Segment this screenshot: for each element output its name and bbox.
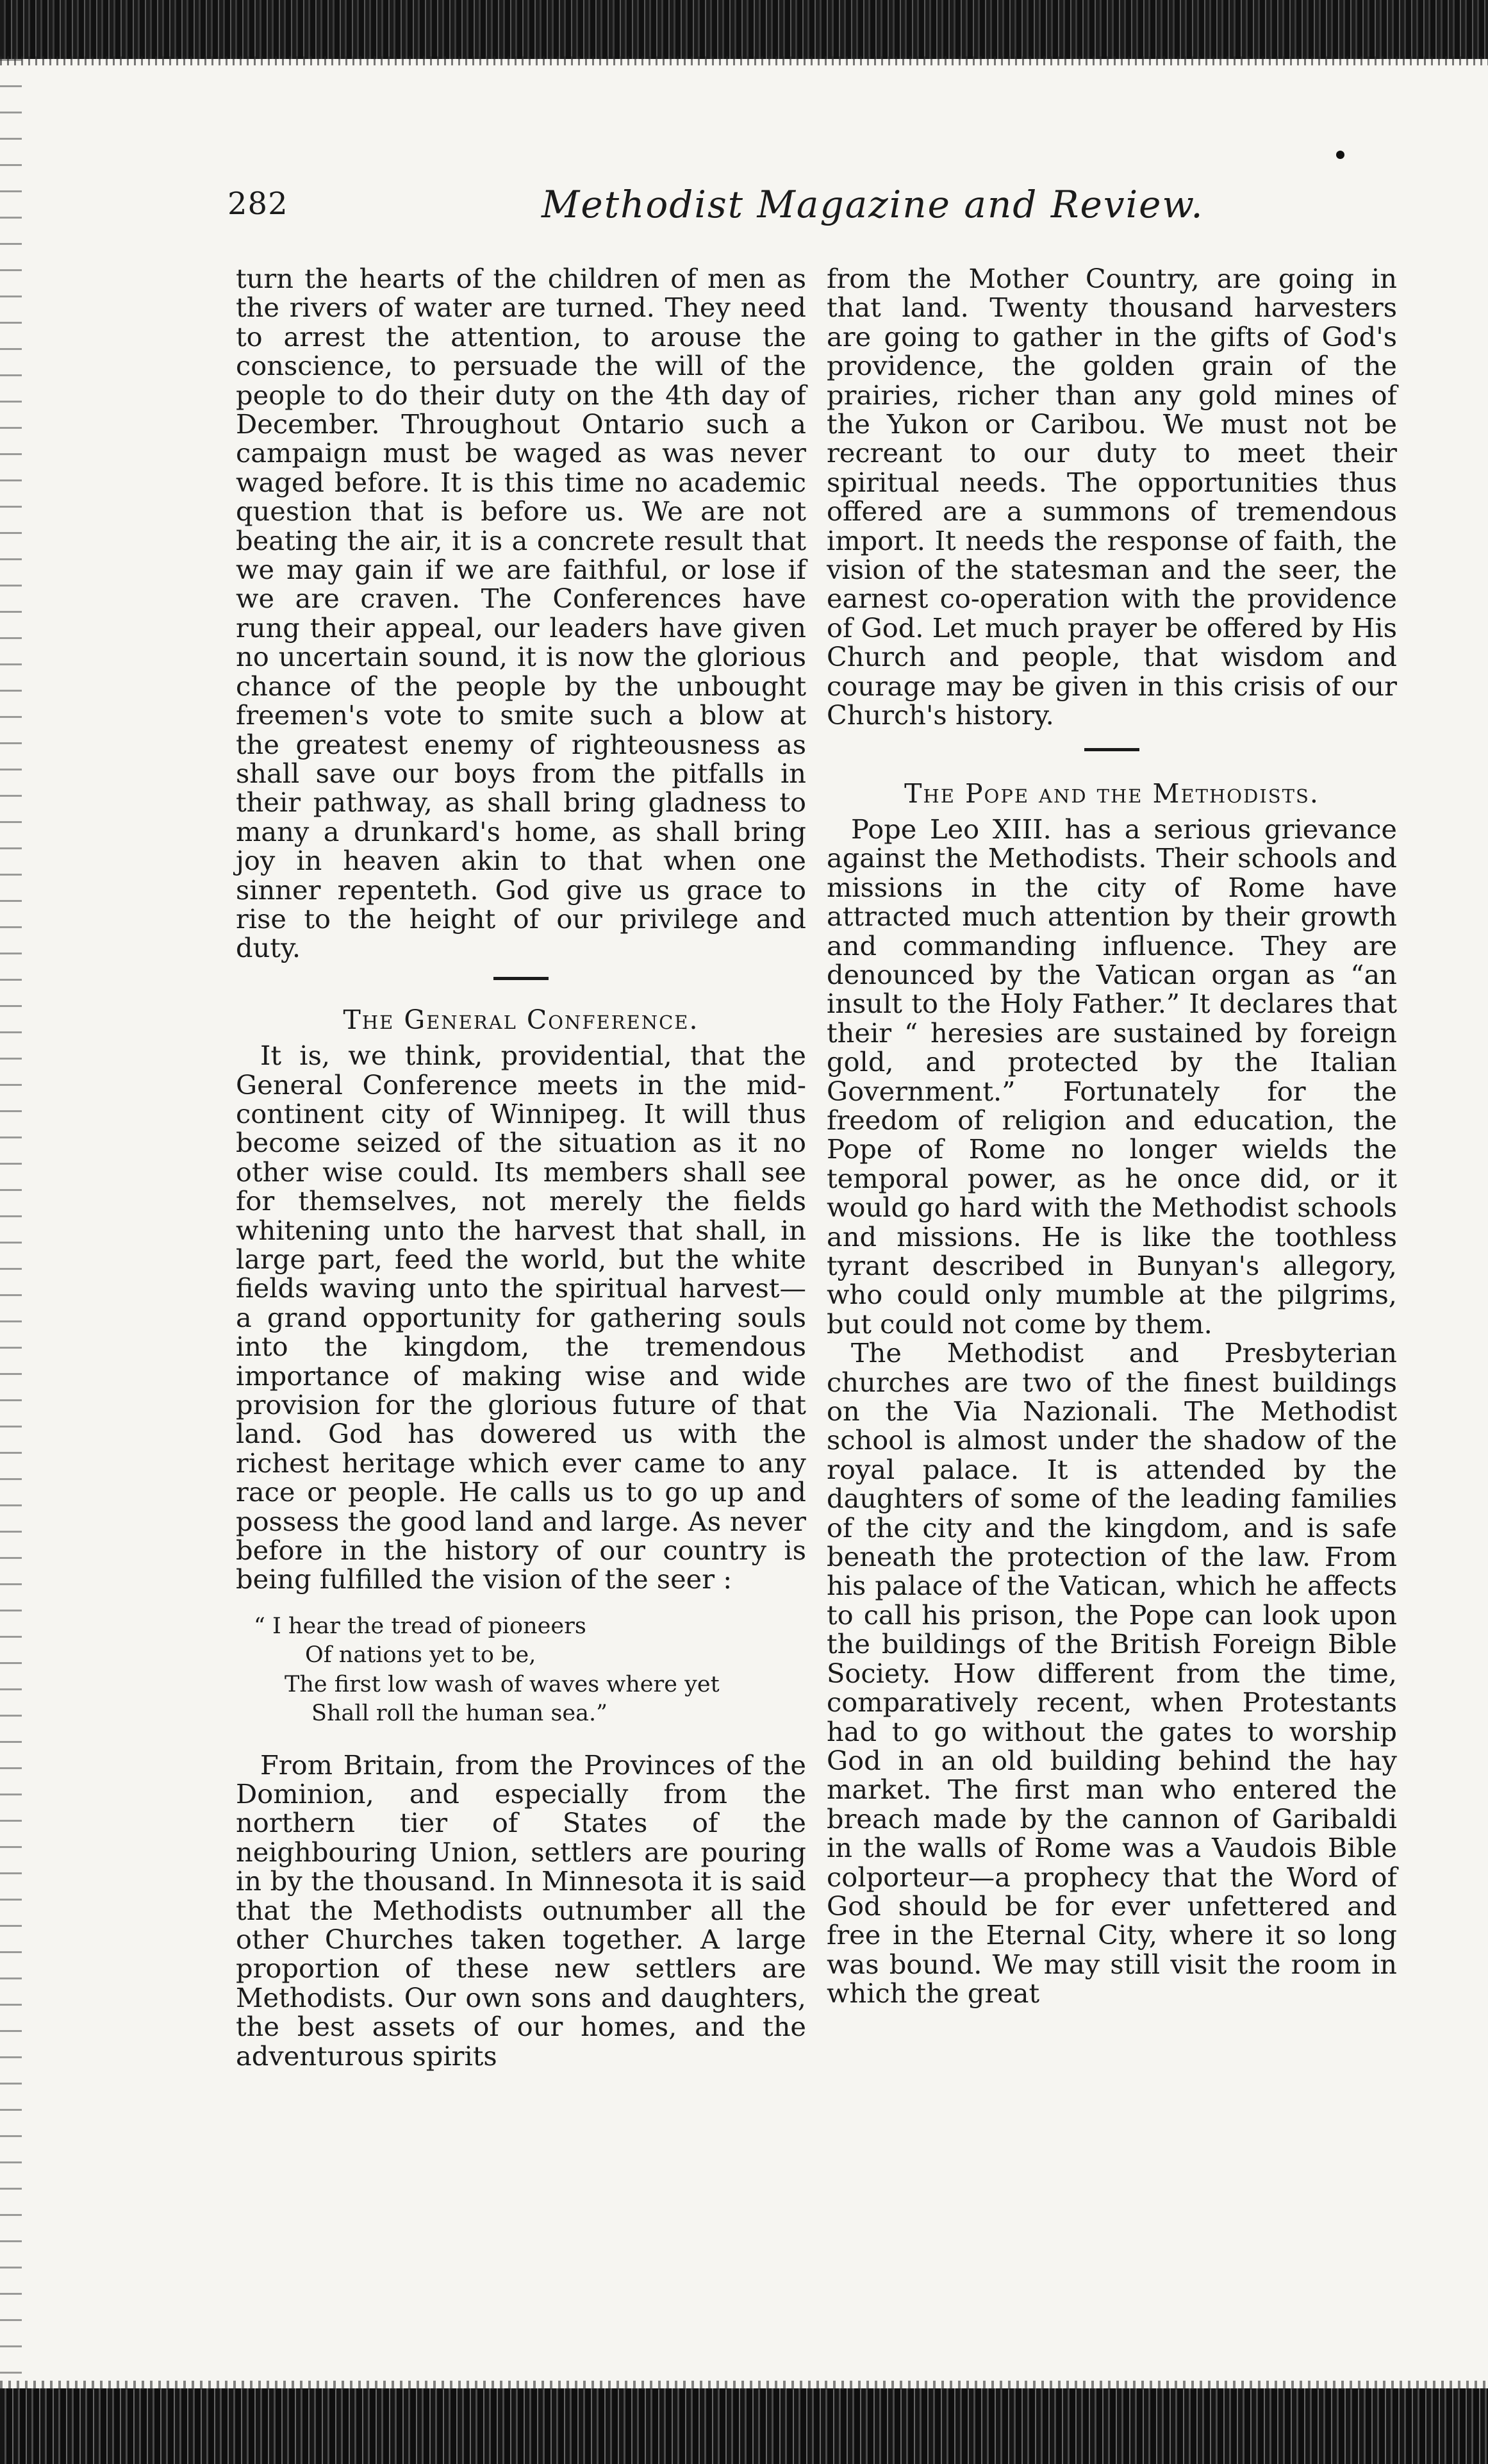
- paragraph-settlers: From Britain, from the Provinces of the Dominion, and especially from the northern tier of States of the neighbouring Union, settlers are pouring in by the thousand. In Minnesota it is said that the Methodists outnumber all the other Churches taken together. A large proportion of these new settlers are Methodists. Our own sons and daughters, the best assets of our homes, and the adventurous spirits: [236, 1749, 806, 2072]
- section-divider: [493, 977, 549, 980]
- scan-border-bottom: [0, 2388, 1488, 2464]
- poem-line: “ I hear the tread of pioneers: [254, 1613, 586, 1639]
- section-heading-general-conference: The General Conference.: [343, 1004, 699, 1035]
- left-column: [236, 264, 806, 2070]
- poem-line: The first low wash of waves where yet: [285, 1671, 720, 1697]
- poem-line: Shall roll the human sea.”: [311, 1701, 608, 1727]
- page-number: 282: [227, 186, 288, 222]
- poem-quotation: [236, 1612, 806, 1729]
- journal-title: Methodist Magazine and Review.: [541, 183, 1204, 226]
- scan-edge-left: [0, 59, 22, 2388]
- section-heading-pope-methodists: The Pope and the Methodists.: [904, 778, 1319, 809]
- section-divider: [1084, 748, 1139, 751]
- right-column: [827, 264, 1397, 2008]
- poem-line: Of nations yet to be,: [305, 1642, 536, 1669]
- paragraph-continued: from the Mother Country, are going in that land. Twenty thousand harvesters are going to gather in the gifts of God's providence, the golden grain of the prairies, richer than any gold mines of the Yukon or Caribou. We must not be recreant to our duty to meet their spiritual needs. The opportunities thus offered are a summons of tremendous import. It needs the response of faith, the vision of the statesman and the seer, the earnest co-operation with the providence of God. Let much prayer be offered by His Church and people, that wisdom and courage may be given in this crisis of our Church's history.: [827, 263, 1397, 731]
- paragraph-general-conference: It is, we think, providential, that the General Conference meets in the mid-continent city of Winnipeg. It will thus become seized of the situation as it no other wise could. Its members shall see for themselves, not merely the fields whitening unto the harvest that shall, in large part, feed the world, but the white fields waving unto the spiritual harvest—a grand opportunity for gathering souls into the kingdom, the tremendous importance of making wise and wide provision for the glorious future of that land. God has dowered us with the richest heritage which ever came to any race or people. He calls us to go up and possess the good land and large. As never before in the history of our country is being fulfilled the vision of the seer :: [236, 1040, 806, 1595]
- paragraph-continued: turn the hearts of the children of men as the rivers of water are turned. They need to arrest the attention, to arouse the conscience, to persuade the will of the people to do their duty on the 4th day of December. Throughout Ontario such a campaign must be waged as was never waged before. It is this time no academic question that is before us. We are not beating the air, it is a concrete result that we may gain if we are faithful, or lose if we are craven. The Conferences have rung their appeal, our leaders have given no uncertain sound, it is now the glorious chance of the people by the unbought freemen's vote to smite such a blow at the greatest enemy of righteousness as shall save our boys from the pitfalls in their pathway, as shall bring gladness to many a drunkard's home, as shall bring joy in heaven akin to that when one sinner repenteth. God give us grace to rise to the height of our privilege and duty.: [236, 263, 806, 964]
- ink-speck: [1336, 151, 1344, 159]
- paragraph-pope: Pope Leo XIII. has a serious grievance against the Methodists. Their schools and missions in the city of Rome have attracted much attention by their growth and commanding influence. They are denounced by the Vatican organ as “an insult to the Holy Father.” It declares that their “ heresies are sustained by foreign gold, and protected by the Italian Government.” Fortunately for the freedom of religion and education, the Pope of Rome no longer wields the temporal power, as he once did, or it would go hard with the Methodist schools and missions. He is like the toothless tyrant described in Bunyan's allegory, who could only mumble at the pilgrims, but could not come by them.: [827, 813, 1397, 1340]
- running-head: [227, 183, 1381, 234]
- paragraph-churches: The Methodist and Presbyterian churches are two of the finest buildings on the Via Nazionali. The Methodist school is almost under the shadow of the royal palace. It is attended by the daughters of some of the leading families of the city and the kingdom, and is safe beneath the protection of the law. From his palace of the Vatican, which he affects to call his prison, the Pope can look upon the buildings of the British Foreign Bible Society. How different from the time, comparatively recent, when Protestants had to go without the gates to worship God in an old building behind the hay market. The first man who entered the breach made by the cannon of Garibaldi in the walls of Rome was a Vaudois Bible colporteur—a prophecy that the Word of God should be for ever unfettered and free in the Eternal City, where it so long was bound. We may still visit the room in which the great: [827, 1337, 1397, 2010]
- scan-border-top: [0, 0, 1488, 59]
